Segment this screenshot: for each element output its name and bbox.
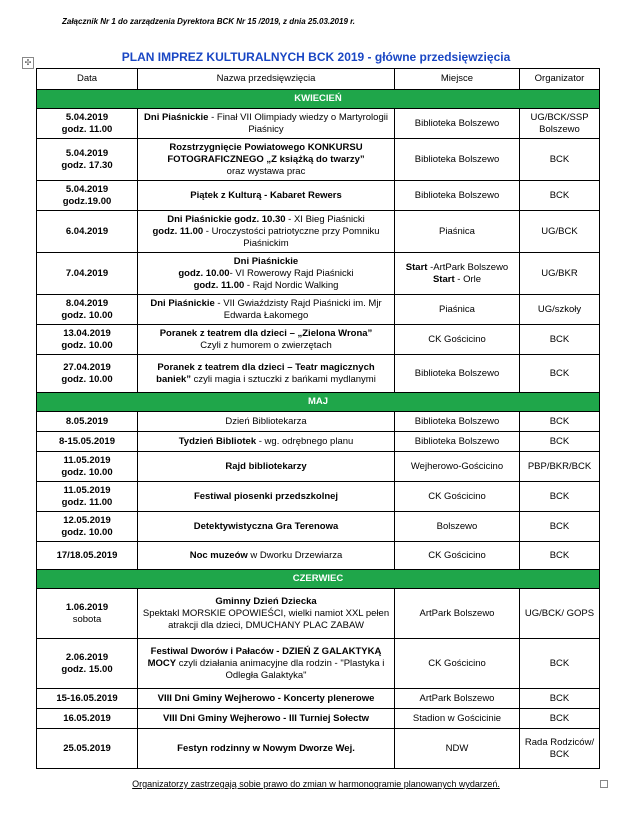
footer-note: Organizatorzy zastrzegają sobie prawo do zmian w harmonogramie planowanych wydarzeń. bbox=[132, 779, 500, 789]
event-date bbox=[37, 355, 138, 393]
event-place: Biblioteka Bolszewo bbox=[395, 432, 520, 452]
event-name bbox=[138, 253, 395, 295]
event-name-bold: Poranek z teatrem dla dzieci – „Zielona Wrona” bbox=[159, 327, 373, 339]
event-name-detail: - XI Bieg Piaśnicki bbox=[285, 213, 365, 225]
event-place: ArtPark Bolszewo bbox=[395, 689, 520, 709]
time-text: godz. 10.00 bbox=[61, 339, 113, 351]
event-place: Stadion w Gościcinie bbox=[395, 709, 520, 729]
event-place: Biblioteka Bolszewo bbox=[395, 181, 520, 211]
date-text: 27.04.2019 bbox=[63, 361, 111, 373]
event-organizer: UG/BCK bbox=[520, 211, 600, 253]
event-name bbox=[138, 139, 395, 181]
table-row bbox=[37, 181, 600, 211]
date-text: 5.04.2019 bbox=[65, 183, 109, 195]
event-date bbox=[37, 181, 138, 211]
event-name-line: Rozstrzygnięcie Powiatowego KONKURSU bbox=[169, 141, 363, 153]
event-date bbox=[37, 139, 138, 181]
table-row bbox=[37, 452, 600, 482]
place-detail: - Orle bbox=[454, 273, 482, 285]
date-text: 11.05.2019 bbox=[63, 454, 111, 466]
table-row bbox=[37, 109, 600, 139]
event-date: 8-15.05.2019 bbox=[37, 432, 138, 452]
event-name bbox=[138, 355, 395, 393]
event-organizer: UG/szkoły bbox=[520, 295, 600, 325]
time-text: godz. 10.00 bbox=[61, 373, 113, 385]
time-text: godz. 11.00 bbox=[61, 123, 113, 135]
date-text: 1.06.2019 bbox=[65, 601, 109, 613]
table-row bbox=[37, 639, 600, 689]
event-place: NDW bbox=[395, 729, 520, 769]
event-name-bold: Dni Piaśnickie bbox=[233, 255, 299, 267]
event-place bbox=[395, 253, 520, 295]
event-place: CK Gościcino bbox=[395, 325, 520, 355]
event-name-detail: - Uroczystości patriotyczne przy Pomniku Piaśnickim bbox=[203, 225, 380, 249]
place-label-bold: Start bbox=[405, 261, 428, 273]
event-name-detail: czyli działania animacyjne dla rodzin - "Plastyka i Odległa Galaktyka" bbox=[176, 657, 385, 681]
weekday-text: sobota bbox=[72, 613, 102, 625]
table-row bbox=[37, 589, 600, 639]
table-move-handle-icon[interactable]: ✣ bbox=[22, 57, 34, 69]
events-table bbox=[36, 68, 600, 769]
event-organizer: BCK bbox=[520, 639, 600, 689]
date-text: 5.04.2019 bbox=[65, 147, 109, 159]
event-date bbox=[37, 482, 138, 512]
event-organizer: UG/BCK/SSP Bolszewo bbox=[520, 109, 600, 139]
table-row bbox=[37, 295, 600, 325]
event-time-bold: godz. 11.00 bbox=[193, 279, 245, 291]
event-name-detail: czyli magia i sztuczki z bańkami mydlanymi bbox=[191, 373, 376, 385]
month-label: MAJ bbox=[37, 393, 600, 412]
event-name-detail: - VI Rowerowy Rajd Piaśnicki bbox=[229, 267, 354, 279]
header-note: Załącznik Nr 1 do zarządzenia Dyrektora BCK Nr 15 /2019, z dnia 25.03.2019 r. bbox=[62, 17, 356, 26]
table-row bbox=[37, 512, 600, 542]
event-name: Rajd bibliotekarzy bbox=[138, 452, 395, 482]
event-organizer: UG/BKR bbox=[520, 253, 600, 295]
event-date: 25.05.2019 bbox=[37, 729, 138, 769]
time-text: godz. 15.00 bbox=[61, 663, 113, 675]
time-text: godz. 10.00 bbox=[61, 526, 113, 538]
event-name: Detektywistyczna Gra Terenowa bbox=[138, 512, 395, 542]
event-date bbox=[37, 109, 138, 139]
event-organizer: BCK bbox=[520, 689, 600, 709]
table-row bbox=[37, 432, 600, 452]
event-place: Wejherowo-Gościcino bbox=[395, 452, 520, 482]
event-name-line: oraz wystawa prac bbox=[226, 165, 306, 177]
event-name-detail: Spektakl MORSKIE OPOWIEŚCI, wielki namiot XXL pełen atrakcji dla dzieci, DMUCHANY PLAC ZABAW bbox=[142, 607, 390, 631]
event-name-detail: - wg. odrębnego planu bbox=[256, 435, 354, 447]
month-row-may bbox=[37, 393, 600, 412]
event-name-detail: - Rajd Nordic Walking bbox=[244, 279, 339, 291]
column-header-place: Miejsce bbox=[395, 69, 520, 90]
event-date: 15-16.05.2019 bbox=[37, 689, 138, 709]
month-row-april bbox=[37, 90, 600, 109]
event-date bbox=[37, 639, 138, 689]
time-text: godz.19.00 bbox=[62, 195, 112, 207]
event-place: CK Gościcino bbox=[395, 639, 520, 689]
place-detail: -ArtPark Bolszewo bbox=[427, 261, 509, 273]
event-organizer: BCK bbox=[520, 542, 600, 570]
event-name: Festyn rodzinny w Nowym Dworze Wej. bbox=[138, 729, 395, 769]
event-date bbox=[37, 512, 138, 542]
column-header-name: Nazwa przedsięwzięcia bbox=[138, 69, 395, 90]
event-name-bold: Poranek z teatrem dla dzieci – Teatr magicznych baniek” bbox=[156, 361, 375, 385]
table-row bbox=[37, 689, 600, 709]
event-name-detail: w Dworku Drzewiarza bbox=[247, 549, 343, 561]
event-organizer: BCK bbox=[520, 355, 600, 393]
date-text: 5.04.2019 bbox=[65, 111, 109, 123]
event-organizer: BCK bbox=[520, 709, 600, 729]
event-name bbox=[138, 295, 395, 325]
event-organizer: BCK bbox=[520, 325, 600, 355]
event-place: ArtPark Bolszewo bbox=[395, 589, 520, 639]
table-row bbox=[37, 139, 600, 181]
event-name-bold: Dni Piaśnickie bbox=[144, 111, 209, 123]
place-label-bold: Start bbox=[432, 273, 455, 285]
table-row bbox=[37, 253, 600, 295]
event-date: 16.05.2019 bbox=[37, 709, 138, 729]
event-organizer: BCK bbox=[520, 512, 600, 542]
document-title: PLAN IMPREZ KULTURALNYCH BCK 2019 - główne przedsięwzięcia bbox=[121, 50, 511, 64]
event-date: 7.04.2019 bbox=[37, 253, 138, 295]
event-name bbox=[138, 542, 395, 570]
table-resize-handle[interactable] bbox=[600, 780, 608, 788]
event-organizer: PBP/BKR/BCK bbox=[520, 452, 600, 482]
event-name-bold: Gminny Dzień Dziecka bbox=[215, 595, 317, 607]
event-date bbox=[37, 325, 138, 355]
event-name bbox=[138, 589, 395, 639]
date-text: 8.04.2019 bbox=[65, 297, 109, 309]
column-header-organizer: Organizator bbox=[520, 69, 600, 90]
event-time-bold: godz. 11.00 bbox=[152, 225, 204, 237]
event-name-bold: Tydzień Bibliotek bbox=[178, 435, 257, 447]
event-date: 6.04.2019 bbox=[37, 211, 138, 253]
event-organizer: BCK bbox=[520, 482, 600, 512]
event-time-bold: godz. 10.30 bbox=[231, 213, 286, 225]
table-header-row bbox=[37, 69, 600, 90]
event-name bbox=[138, 211, 395, 253]
event-date: 17/18.05.2019 bbox=[37, 542, 138, 570]
event-organizer: BCK bbox=[520, 139, 600, 181]
event-organizer: UG/BCK/ GOPS bbox=[520, 589, 600, 639]
table-row bbox=[37, 211, 600, 253]
month-label: CZERWIEC bbox=[37, 570, 600, 589]
event-date bbox=[37, 452, 138, 482]
date-text: 2.06.2019 bbox=[65, 651, 109, 663]
event-place: Piaśnica bbox=[395, 211, 520, 253]
event-organizer: BCK bbox=[520, 181, 600, 211]
table-row bbox=[37, 542, 600, 570]
table-row bbox=[37, 729, 600, 769]
time-text: godz. 10.00 bbox=[61, 309, 113, 321]
event-organizer: BCK bbox=[520, 412, 600, 432]
table-row bbox=[37, 412, 600, 432]
event-place: Biblioteka Bolszewo bbox=[395, 109, 520, 139]
month-label: KWIECIEŃ bbox=[37, 90, 600, 109]
event-name: Festiwal piosenki przedszkolnej bbox=[138, 482, 395, 512]
event-name-bold: Dni Piaśnickie bbox=[167, 213, 232, 225]
event-name: Piątek z Kulturą - Kabaret Rewers bbox=[138, 181, 395, 211]
event-date bbox=[37, 295, 138, 325]
table-row bbox=[37, 325, 600, 355]
event-organizer: BCK bbox=[520, 432, 600, 452]
time-text: godz. 17.30 bbox=[61, 159, 113, 171]
event-name bbox=[138, 325, 395, 355]
event-name-detail: - Finał VII Olimpiady wiedzy o Martyrologii Piaśnicy bbox=[208, 111, 388, 135]
event-name-bold: Dni Piaśnickie bbox=[150, 297, 215, 309]
column-header-date: Data bbox=[37, 69, 138, 90]
time-text: godz. 11.00 bbox=[61, 496, 113, 508]
event-name bbox=[138, 639, 395, 689]
event-name-line: FOTOGRAFICZNEGO „Z książką do twarzy” bbox=[167, 153, 365, 165]
event-place: Biblioteka Bolszewo bbox=[395, 139, 520, 181]
event-name: VIII Dni Gminy Wejherowo - Koncerty plenerowe bbox=[138, 689, 395, 709]
event-place: Bolszewo bbox=[395, 512, 520, 542]
event-name: VIII Dni Gminy Wejherowo - III Turniej Sołectw bbox=[138, 709, 395, 729]
event-place: CK Gościcino bbox=[395, 482, 520, 512]
time-text: godz. 10.00 bbox=[61, 466, 113, 478]
event-place: Piaśnica bbox=[395, 295, 520, 325]
event-name-detail: Czyli z humorem o zwierzętach bbox=[200, 339, 332, 351]
table-row bbox=[37, 355, 600, 393]
event-name-detail: - VII Gwiaździsty Rajd Piaśnicki im. Mjr Edwarda Łakomego bbox=[214, 297, 382, 321]
event-name-bold: Noc muzeów bbox=[189, 549, 248, 561]
event-place: Biblioteka Bolszewo bbox=[395, 355, 520, 393]
event-organizer: Rada Rodziców/ BCK bbox=[520, 729, 600, 769]
date-text: 11.05.2019 bbox=[63, 484, 111, 496]
date-text: 12.05.2019 bbox=[63, 514, 111, 526]
date-text: 13.04.2019 bbox=[63, 327, 111, 339]
event-name-bold: Festiwal Dworów i Pałaców - DZIEŃ Z GALAKTYKĄ MOCY bbox=[147, 645, 382, 669]
event-place: Biblioteka Bolszewo bbox=[395, 412, 520, 432]
event-time-bold: godz. 10.00 bbox=[178, 267, 230, 279]
event-name: Dzień Bibliotekarza bbox=[138, 412, 395, 432]
event-place: CK Gościcino bbox=[395, 542, 520, 570]
event-date bbox=[37, 589, 138, 639]
event-name bbox=[138, 109, 395, 139]
month-row-june bbox=[37, 570, 600, 589]
event-name bbox=[138, 432, 395, 452]
table-row bbox=[37, 482, 600, 512]
event-date: 8.05.2019 bbox=[37, 412, 138, 432]
table-row bbox=[37, 709, 600, 729]
